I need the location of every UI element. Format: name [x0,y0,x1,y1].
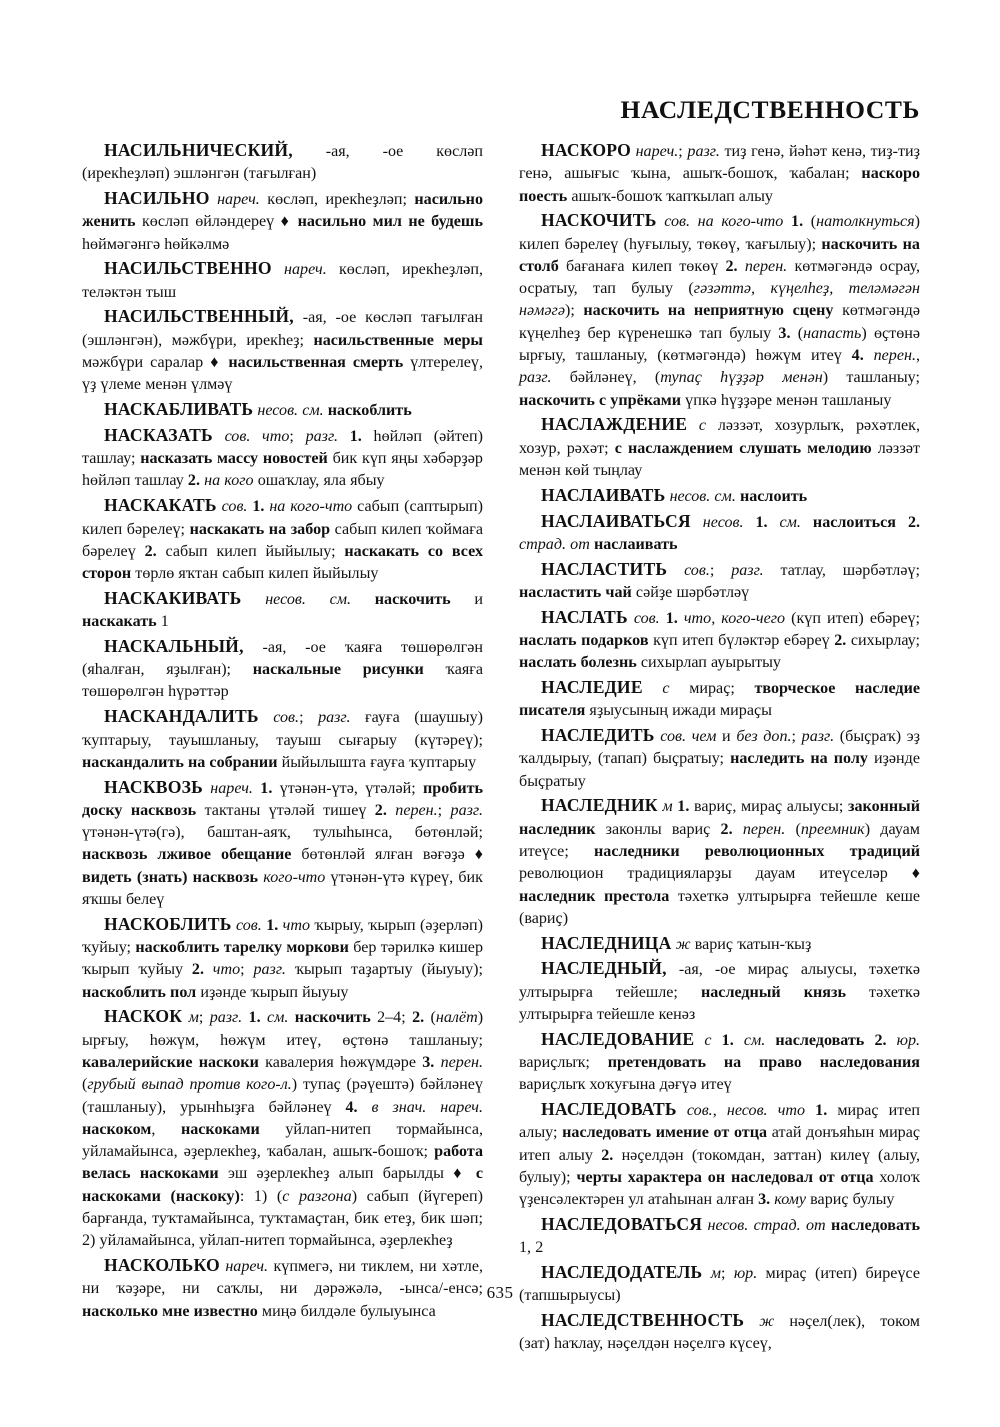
dictionary-entry: НАСКВОЗЬ нареч. 1. үтәнән-үтә, үтәләй; пробить доску насквозь тактаны үтәләй тишеү 2. перен.; разг. үтәнән-үтә(гә), баштан-аяҡ, тулыһынса, бөтөнләй; насквозь лживое обещание бөтөнләй ялған вәғәҙә ♦ видеть (знать) насквозь кого-что үтәнән-үтә күреү, бик яҡшы белеү [82,776,484,908]
dictionary-entry: НАСЛАСТИТЬ сов.; разг. татлау, шәрбәтләү; насластить чай сәйҙе шәрбәтләү [519,558,920,601]
dictionary-entry: НАСКАКАТЬ сов. 1. на кого-что сабып (саптырып) килеп бәрелеү; наскакать на забор сабып килеп ҡоймаға бәрелеү 2. сабып килеп йыйылыу; наскакать со всех сторон төрлө яҡтан сабып килеп йыйылыу [82,495,484,583]
dictionary-entry: НАСКАЗАТЬ сов. что; разг. 1. һөйләп (әйтеп) ташлау; насказать массу новостей бик күп яңы хәбәрҙәр һөйләп ташлау 2. на кого ошаҡлау, яла ябыу [82,424,483,490]
dictionary-entry: НАСКАБЛИВАТЬ несов. см. наскоблить [104,399,412,420]
dictionary-entry: НАСКОРО нареч.; разг. тиҙ генә, йәһәт кенә, тиҙ-тиҙ генә, ашығыс ҡына, ашыҡ-бошоҡ, ҡабалан; наскоро поесть ашыҡ-бошоҡ ҡапҡылап алыу [519,140,920,205]
dictionary-entry: НАСЛАИВАТЬ несов. см. наслоить [541,484,808,505]
dictionary-entry: НАСКОК м; разг. 1. см. наскочить 2–4; 2. (налёт) ырғыу, һөжүм, һөжүм итеү, өҫтөнә ташланыу; кавалерийские наскоки кавалерия һөжүмдәре 3. перен. (грубый выпад против кого-л.) тупаҫ (рәүештә) бәйләнеү (ташланыу), урынһыҙға бәйләнеү 4. в знач. нареч. наскоком, наскоками уйлап-нитеп тормайынса, уйламайынса, әҙерлекһеҙ, ҡабалан, ашыҡ-бошоҡ; работа велась наскоками эш әҙерлекһеҙ алып барылды ♦ с наскоками (наскоку): 1) (с разгона) сабып (йүгереп) барғанда, туҡтамайынса, туҡтамаҫтан, бик етеҙ, бик шәп; 2) уйламайынса, уйлап-нитеп тормайынса, әҙерлекһеҙ [82,1006,484,1250]
right-column [519,138,920,1356]
dictionary-entry: НАСЛЕДСТВЕННОСТЬ ж нәҫел(лек), током (зат) һаҡлау, нәҫелдән нәҫелгә күсеү, [519,1310,920,1353]
dictionary-entry: НАСЛЕДОВАНИЕ с 1. см. наследовать 2. юр. вариҫлыҡ; претендовать на право наследования вариҫлыҡ хоҡуғына дәғүә итеү [519,1028,921,1094]
dictionary-entry: НАСИЛЬСТВЕННЫЙ, -ая, -ое көсләп тағылған (эшләнгән), мәжбүри, ирекһеҙ; насильственные меры мәжбүри саралар ♦ насильственная смерть үлтерелеү, үҙ үлеме менән үлмәү [82,306,483,394]
dictionary-entry: НАСКОЛЬКО нареч. күпмегә, ни тиклем, ни хәтле, ни ҡәҙәре, ни саҡлы, ни дәрәжәлә, -ынса/-енсә; насколько мне известно миңә билдәле булыуынса [82,1255,484,1320]
text-columns [82,138,920,1356]
dictionary-entry: НАСЛЕДНИЦА ж вариҫ ҡатын-ҡыҙ [541,932,812,953]
left-column [82,138,483,1356]
dictionary-entry: НАСЛЕДОВАТЬСЯ несов. страд. от наследовать 1, 2 [519,1213,920,1257]
dictionary-entry: НАСКОЧИТЬ сов. на кого-что 1. (натолкнуться) килеп бәрелеү (һуғылыу, төкөү, ҡағылыу); наскочить на столб бағанаға килеп төкөү 2. перен. көтмәгәндә осрау, осратыу, тап булыу (гәзәттә, күңелһеҙ, теләмәгән нәмәгә); наскочить на неприятную сцену көтмәгәндә күңелһеҙ бер күренешкә тап булыу 3. (напасть) өҫтөнә ырғыу, ташланыу, (көтмәгәндә) һөжүм итеү 4. перен., разг. бәйләнеү, (тупаҫ һүҙҙәр менән) ташланыу; наскочить с упрёками үпкә һүҙҙәре менән ташланыу [519,210,921,409]
dictionary-entry: НАСКАНДАЛИТЬ сов.; разг. ғауға (шаушыу) ҡуптарыу, тауышланыу, тауыш сығарыу (күтәреү); наскандалить на собрании йыйылышта ғауға ҡуптарыу [82,706,483,771]
dictionary-entry: НАСКАКИВАТЬ несов. см. наскочить и наскакать 1 [82,587,483,631]
running-head: НАСЛЕДСТВЕННОСТЬ [620,95,920,124]
dictionary-entry: НАСЛЕДОДАТЕЛЬ м; юр. мираҫ (итеп) биреүсе (тапшырыусы) [519,1262,920,1305]
dictionary-entry: НАСКОБЛИТЬ сов. 1. что ҡырыу, ҡырып (әҙерләп) ҡуйыу; наскоблить тарелку моркови бер тәрилкә кишер ҡырып ҡуйыу 2. что; разг. ҡырып таҙартыу (йыуыу); наскоблить пол иҙәнде ҡырып йыуыу [82,913,484,1001]
dictionary-entry: НАСКАЛЬНЫЙ, -ая, -ое ҡаяға төшөрөлгән (яһалған, яҙылған); наскальные рисунки ҡаяға төшөрөлгән һүрәттәр [82,635,484,701]
dictionary-entry: НАСЛАИВАТЬСЯ несов. 1. см. наслоиться 2. страд. от наслаивать [519,510,921,553]
dictionary-entry: НАСЛЕДИЕ с мираҫ; творческое наследие писателя яҙыусының ижади мираҫы [519,676,920,720]
page-number: 635 [486,1283,514,1302]
dictionary-entry: НАСЛЕДИТЬ сов. чем и без доп.; разг. (быҫраҡ) эҙ ҡалдырыу, (тапап) быҫратыу; наследить на полу иҙәнде быҫратыу [519,725,920,790]
dictionary-entry: НАСИЛЬНИЧЕСКИЙ, -ая, -ое көсләп (ирекһеҙләп) эшләнгән (тағылған) [82,140,483,183]
dictionary-entry: НАСЛЕДОВАТЬ сов., несов. что 1. мираҫ итеп алыу; наследовать имение от отца атай донъяһын мираҫ итеп алыу 2. нәҫелдән (токомдан, заттан) килеү (алыу, булыу); черты характера он наследовал от отца холоҡ үҙенсәлектәрен ул атаһынан алған 3. кому вариҫ булыу [519,1099,921,1209]
dictionary-entry: НАСЛАЖДЕНИЕ с ләззәт, хозурлыҡ, рәхәтлек, хозур, рәхәт; с наслаждением слушать мелодию ләззәт менән көй тыңлау [519,414,920,479]
dictionary-entry: НАСИЛЬНО нареч. көсләп, ирекһеҙләп; насильно женить көсләп өйләндереү ♦ насильно мил не будешь һөймәгәнгә һөйкәлмә [82,188,484,253]
dictionary-entry: НАСЛЕДНЫЙ, -ая, -ое мираҫ алыусы, тәхеткә ултырырға тейешле; наследный князь тәхеткә ултырырға тейешле кенәз [519,958,920,1023]
dictionary-entry: НАСИЛЬСТВЕННО нареч. көсләп, ирекһеҙләп, теләктән тыш [82,258,483,301]
dictionary-entry: НАСЛАТЬ сов. 1. что, кого-чего (күп итеп) ебәреү; наслать подарков күп итеп бүләктәр ебәреү 2. сихырлау; наслать болезнь сихырлап ауырытыу [519,606,920,672]
dictionary-entry: НАСЛЕДНИК м 1. вариҫ, мираҫ алыусы; законный наследник законлы вариҫ 2. перен. (преемник) дауам итеүсе; наследники революционных традиций революцион традицияларҙы дауам итеүселәр ♦ наследник престола тәхеткә ултырырға тейешле кеше (вариҫ) [519,795,921,927]
